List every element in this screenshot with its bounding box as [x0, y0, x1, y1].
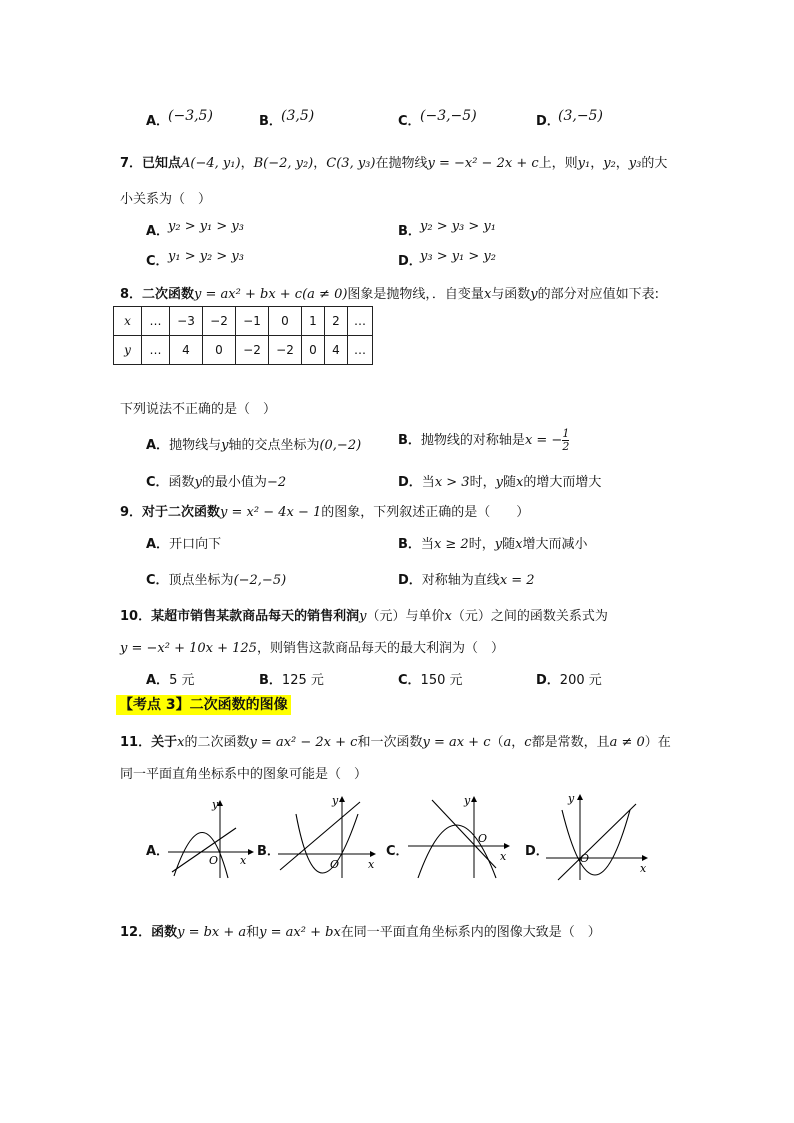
q6-option-a-label: A．: [146, 114, 170, 129]
option-text: 对称轴为直线: [421, 573, 500, 588]
y-axis-arrow: [577, 794, 583, 800]
q11-stem-line1: [120, 731, 671, 750]
q10-text: ，则销售这款商品每天的最大利润为（ ）: [256, 641, 504, 656]
q12-equation: y = bx + a: [177, 925, 247, 940]
q7-option-a-value: y₂ > y₁ > y₃: [168, 219, 244, 234]
option-text: 抛物线的对称轴是: [420, 433, 525, 448]
x-axis-arrow: [642, 855, 648, 861]
q7-sep: ，: [590, 156, 604, 171]
q11-option-d-label: D．: [525, 844, 549, 859]
option-var: y: [194, 475, 202, 490]
q8-equation: y = ax² + bx + c(a ≠ 0): [194, 287, 348, 302]
q11-var: x: [177, 735, 185, 750]
q7-stem-line2: 小关系为（ ）: [120, 192, 212, 207]
q6-option-b-label: B．: [259, 114, 282, 129]
origin-label: O: [478, 832, 488, 845]
option-text: 的最小值为: [201, 475, 267, 490]
option-condition: x > 3: [434, 475, 470, 490]
table-cell: −1: [236, 307, 269, 336]
option-label: A．: [146, 438, 170, 453]
q6-option-a-value: (−3,5): [168, 108, 213, 124]
q11-var: c: [524, 735, 532, 750]
q10-option-b: [259, 669, 324, 688]
option-condition: x ≥ 2: [433, 537, 469, 552]
option-value: −2: [266, 475, 287, 490]
q7-point-c: C(3, y₃): [326, 156, 376, 171]
option-text: 增大而减小: [522, 537, 588, 552]
option-value: 200 元: [559, 673, 602, 688]
question-12: [120, 921, 601, 940]
q7-option-d-value: y₃ > y₁ > y₂: [420, 249, 496, 264]
q11-option-a-label: A．: [146, 844, 170, 859]
q10-stem-line1: [120, 605, 608, 624]
q7-option-c-label: C．: [146, 254, 169, 269]
table-cell: −2: [203, 307, 236, 336]
q9-option-b: [398, 533, 587, 552]
option-var: x: [515, 475, 524, 490]
y-axis-label: y: [332, 794, 339, 807]
table-cell: y: [114, 336, 142, 365]
q11-option-b-label: B．: [257, 844, 280, 859]
q8-text: 8．二次函数: [120, 287, 195, 302]
x-axis-label: x: [240, 854, 247, 867]
fraction: [562, 428, 569, 453]
q11-text: （: [490, 735, 504, 750]
section-heading: 【考点 3】二次函数的图像: [116, 695, 291, 715]
option-equation: x = 2: [499, 573, 535, 588]
table-cell: 4: [170, 336, 203, 365]
option-var: y: [221, 438, 229, 453]
q7-option-c-value: y₁ > y₂ > y₃: [168, 249, 244, 264]
q9-option-a: [146, 533, 221, 552]
q10-var: y: [359, 609, 367, 624]
q7-point-b: B(−2, y₂): [253, 156, 314, 171]
table-cell: 1: [302, 307, 325, 336]
y-axis-arrow: [471, 796, 477, 802]
q10-option-a: [146, 669, 194, 688]
option-text: 轴的交点坐标为: [228, 438, 320, 453]
q11-text: 都是常数，且: [531, 735, 610, 750]
q7-y1: y₁: [577, 156, 591, 171]
q8-ask: 下列说法不正确的是（ ）: [120, 402, 277, 417]
table-cell: 2: [325, 307, 348, 336]
q9-text: 的图象，下列叙述正确的是（ ）: [321, 505, 530, 520]
q10-text: 10．某超市销售某款商品每天的销售利润: [120, 609, 360, 624]
q11-graph-d: [544, 790, 652, 882]
q8-var-x: x: [483, 287, 492, 302]
q7-option-d-label: D．: [398, 254, 422, 269]
q11-text: 11．关于: [120, 735, 178, 750]
y-axis-label: y: [568, 792, 575, 805]
q8-var-y: y: [530, 287, 538, 302]
option-label: A．: [146, 673, 170, 688]
parabola: [296, 814, 358, 873]
option-text: 函数: [168, 475, 195, 490]
line: [172, 828, 236, 872]
q7-option-b-value: y₂ > y₃ > y₁: [420, 219, 496, 234]
table-cell: …: [142, 336, 170, 365]
option-value: 125 元: [281, 673, 324, 688]
x-axis-arrow: [370, 851, 376, 857]
q7-sep: ，: [240, 156, 254, 171]
q6-option-b-value: (3,5): [281, 108, 315, 124]
option-value: 5 元: [169, 673, 195, 688]
q11-option-c-label: C．: [386, 844, 409, 859]
x-axis-arrow: [248, 849, 254, 855]
q7-sep: ，: [615, 156, 629, 171]
q12-text: 12．函数: [120, 925, 178, 940]
q7-text: 上，则: [538, 156, 578, 171]
q11-text: ，: [511, 735, 525, 750]
option-label: A．: [146, 537, 170, 552]
origin-label: O: [209, 854, 219, 867]
q7-y3: y₃: [628, 156, 642, 171]
table-cell: 0: [203, 336, 236, 365]
table-row: [114, 307, 373, 336]
q8-value-table: [113, 306, 373, 365]
q7-point-a: A(−4, y₁): [181, 156, 241, 171]
x-axis-label: x: [500, 850, 507, 863]
option-text: 开口向下: [169, 537, 222, 552]
table-cell: 0: [269, 307, 302, 336]
q9-option-c: [146, 569, 286, 588]
y-axis-label: y: [212, 798, 219, 811]
q7-equation: y = −x² − 2x + c: [427, 156, 539, 171]
option-var: y: [495, 475, 503, 490]
q6-option-c-label: C．: [398, 114, 421, 129]
option-text: 顶点坐标为: [168, 573, 234, 588]
option-label: B．: [398, 433, 421, 448]
option-text: 时，: [469, 475, 496, 490]
q11-text: ）在: [644, 735, 671, 750]
q7-stem-line1: [120, 152, 667, 171]
fraction-numerator: 1: [562, 427, 570, 440]
origin-label: O: [580, 852, 590, 865]
q7-option-a-label: A．: [146, 224, 170, 239]
q11-graph-a: [164, 798, 254, 880]
option-equation: x = −: [524, 433, 563, 448]
q7-sep: ，: [313, 156, 327, 171]
table-cell: −3: [170, 307, 203, 336]
q7-y2: y₂: [603, 156, 616, 171]
q12-text: 在同一平面直角坐标系内的图像大致是（ ）: [340, 925, 601, 940]
q11-stem-line2: 同一平面直角坐标系中的图象可能是（ ）: [120, 767, 368, 782]
q12-equation: y = ax² + bx: [259, 925, 341, 940]
q7-text: 7．已知点: [120, 156, 182, 171]
option-value: (0,−2): [319, 438, 362, 453]
q9-stem: [120, 501, 529, 520]
q11-graph-b: [276, 792, 378, 880]
line: [558, 804, 636, 880]
option-label: C．: [146, 573, 169, 588]
option-label: D．: [536, 673, 560, 688]
table-cell: −2: [269, 336, 302, 365]
x-axis-label: x: [640, 862, 647, 875]
option-text: 的增大而增大: [523, 475, 602, 490]
q8-text: 的部分对应值如下表:: [537, 287, 660, 302]
option-label: D．: [398, 475, 422, 490]
q10-stem-line2: [120, 637, 504, 656]
table-cell: x: [114, 307, 142, 336]
q9-equation: y = x² − 4x − 1: [220, 505, 322, 520]
origin-label: O: [330, 858, 340, 871]
fraction-denominator: 2: [562, 440, 570, 453]
q8-option-c: [146, 471, 286, 490]
option-label: C．: [146, 475, 169, 490]
x-axis-label: x: [368, 858, 375, 871]
table-cell: 4: [325, 336, 348, 365]
x-axis-arrow: [504, 843, 510, 849]
q8-text: 与函数: [491, 287, 531, 302]
q10-option-d: [536, 669, 602, 688]
q11-graph-c: [404, 792, 516, 880]
option-label: B．: [259, 673, 282, 688]
q7-text: 的大: [641, 156, 668, 171]
option-value: 150 元: [420, 673, 463, 688]
q10-text: （元）与单价: [366, 609, 445, 624]
q11-text: 和一次函数: [357, 735, 423, 750]
table-cell: 0: [302, 336, 325, 365]
q8-text: 图象是抛物线，．自变量: [347, 287, 484, 302]
option-text: 抛物线与: [169, 438, 222, 453]
q9-option-d: [398, 569, 535, 588]
q7-text: 在抛物线: [375, 156, 428, 171]
option-text: 当: [421, 475, 435, 490]
q9-text: 9．对于二次函数: [120, 505, 221, 520]
option-text: 随: [502, 475, 516, 490]
q11-equation: y = ax + c: [422, 735, 491, 750]
option-label: B．: [398, 537, 421, 552]
q7-option-b-label: B．: [398, 224, 421, 239]
q10-var: x: [444, 609, 452, 624]
table-cell: …: [348, 307, 373, 336]
q11-var: a: [503, 735, 512, 750]
q11-text: 的二次函数: [184, 735, 250, 750]
q8-option-b: [398, 428, 569, 453]
y-axis-label: y: [464, 794, 471, 807]
table-cell: …: [348, 336, 373, 365]
option-label: C．: [398, 673, 421, 688]
q10-equation: y = −x² + 10x + 125: [120, 641, 257, 656]
table-row: [114, 336, 373, 365]
option-text: 随: [502, 537, 516, 552]
option-value: (−2,−5): [233, 573, 287, 588]
q11-condition: a ≠ 0: [609, 735, 645, 750]
option-label: D．: [398, 573, 422, 588]
option-text: 时，: [468, 537, 495, 552]
q6-option-d-label: D．: [536, 114, 560, 129]
q8-stem: [120, 283, 659, 302]
table-cell: −2: [236, 336, 269, 365]
table-cell: …: [142, 307, 170, 336]
option-var: x: [515, 537, 523, 552]
option-var: y: [494, 537, 503, 552]
q12-text: 和: [246, 925, 260, 940]
option-text: 当: [420, 537, 434, 552]
q11-equation: y = ax² − 2x + c: [249, 735, 358, 750]
q6-option-d-value: (3,−5): [558, 108, 603, 124]
y-axis-arrow: [339, 796, 345, 802]
q6-option-c-value: (−3,−5): [420, 108, 477, 124]
line: [280, 802, 360, 870]
q10-option-c: [398, 669, 463, 688]
q8-option-a: [146, 434, 361, 453]
q10-text: （元）之间的函数关系式为: [451, 609, 608, 624]
q8-option-d: [398, 471, 601, 490]
